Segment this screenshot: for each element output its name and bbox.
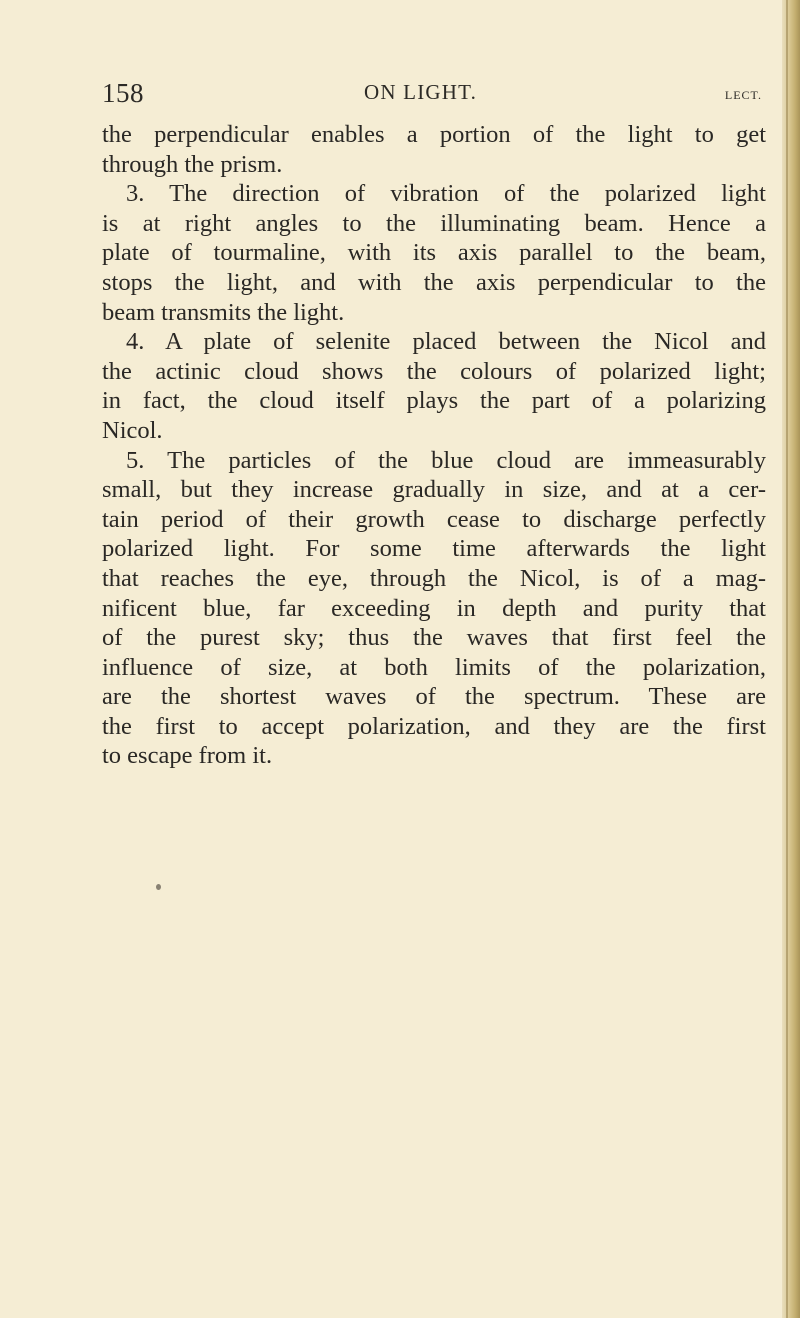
binding-line bbox=[786, 0, 788, 1318]
paragraph-3-start: 3. The direction of vibration of the polarized light bbox=[126, 180, 766, 208]
text-line: of the purest sky; thus the waves that first feel the bbox=[102, 624, 766, 652]
text-line: in fact, the cloud itself plays the part of a polarizing bbox=[102, 387, 766, 415]
running-title: ON LIGHT. bbox=[364, 80, 478, 104]
text-line: Nicol. bbox=[102, 416, 163, 444]
text-line: that reaches the eye, through the Nicol, is of a mag- bbox=[102, 564, 766, 592]
text-line: influence of size, at both limits of the polarization, bbox=[102, 653, 766, 681]
text-line: polarized light. For some time afterwards the light bbox=[102, 535, 766, 563]
body-text bbox=[102, 120, 766, 771]
text-line: nificent blue, far exceeding in depth and purity that bbox=[102, 594, 766, 622]
text-line: the perpendicular enables a portion of the light to get bbox=[102, 121, 766, 148]
ink-speck bbox=[156, 884, 161, 890]
text-line: small, but they increase gradually in size, and at a cer- bbox=[102, 476, 766, 504]
text-line: is at right angles to the illuminating beam. Hence a bbox=[102, 209, 766, 237]
page-edge-shadow bbox=[782, 0, 800, 1318]
lecture-label: LECT. bbox=[724, 88, 762, 102]
text-line: the actinic cloud shows the colours of polarized light; bbox=[102, 357, 766, 385]
running-head bbox=[102, 78, 762, 108]
text-line: the first to accept polarization, and they are the first bbox=[102, 712, 766, 740]
text-line: tain period of their growth cease to discharge perfectly bbox=[102, 505, 766, 533]
text-line: plate of tourmaline, with its axis parallel to the beam, bbox=[102, 239, 766, 267]
text-line: stops the light, and with the axis perpendicular to the bbox=[102, 268, 766, 296]
page-number: 158 bbox=[102, 78, 144, 108]
text-line: beam transmits the light. bbox=[102, 298, 345, 326]
paragraph-5-start: 5. The particles of the blue cloud are immeasurably bbox=[126, 446, 766, 474]
text-line: through the prism. bbox=[102, 150, 283, 178]
paragraph-4-start: 4. A plate of selenite placed between the Nicol and bbox=[126, 328, 766, 356]
text-line: are the shortest waves of the spectrum. These are bbox=[102, 683, 766, 711]
text-line: to escape from it. bbox=[102, 742, 273, 770]
